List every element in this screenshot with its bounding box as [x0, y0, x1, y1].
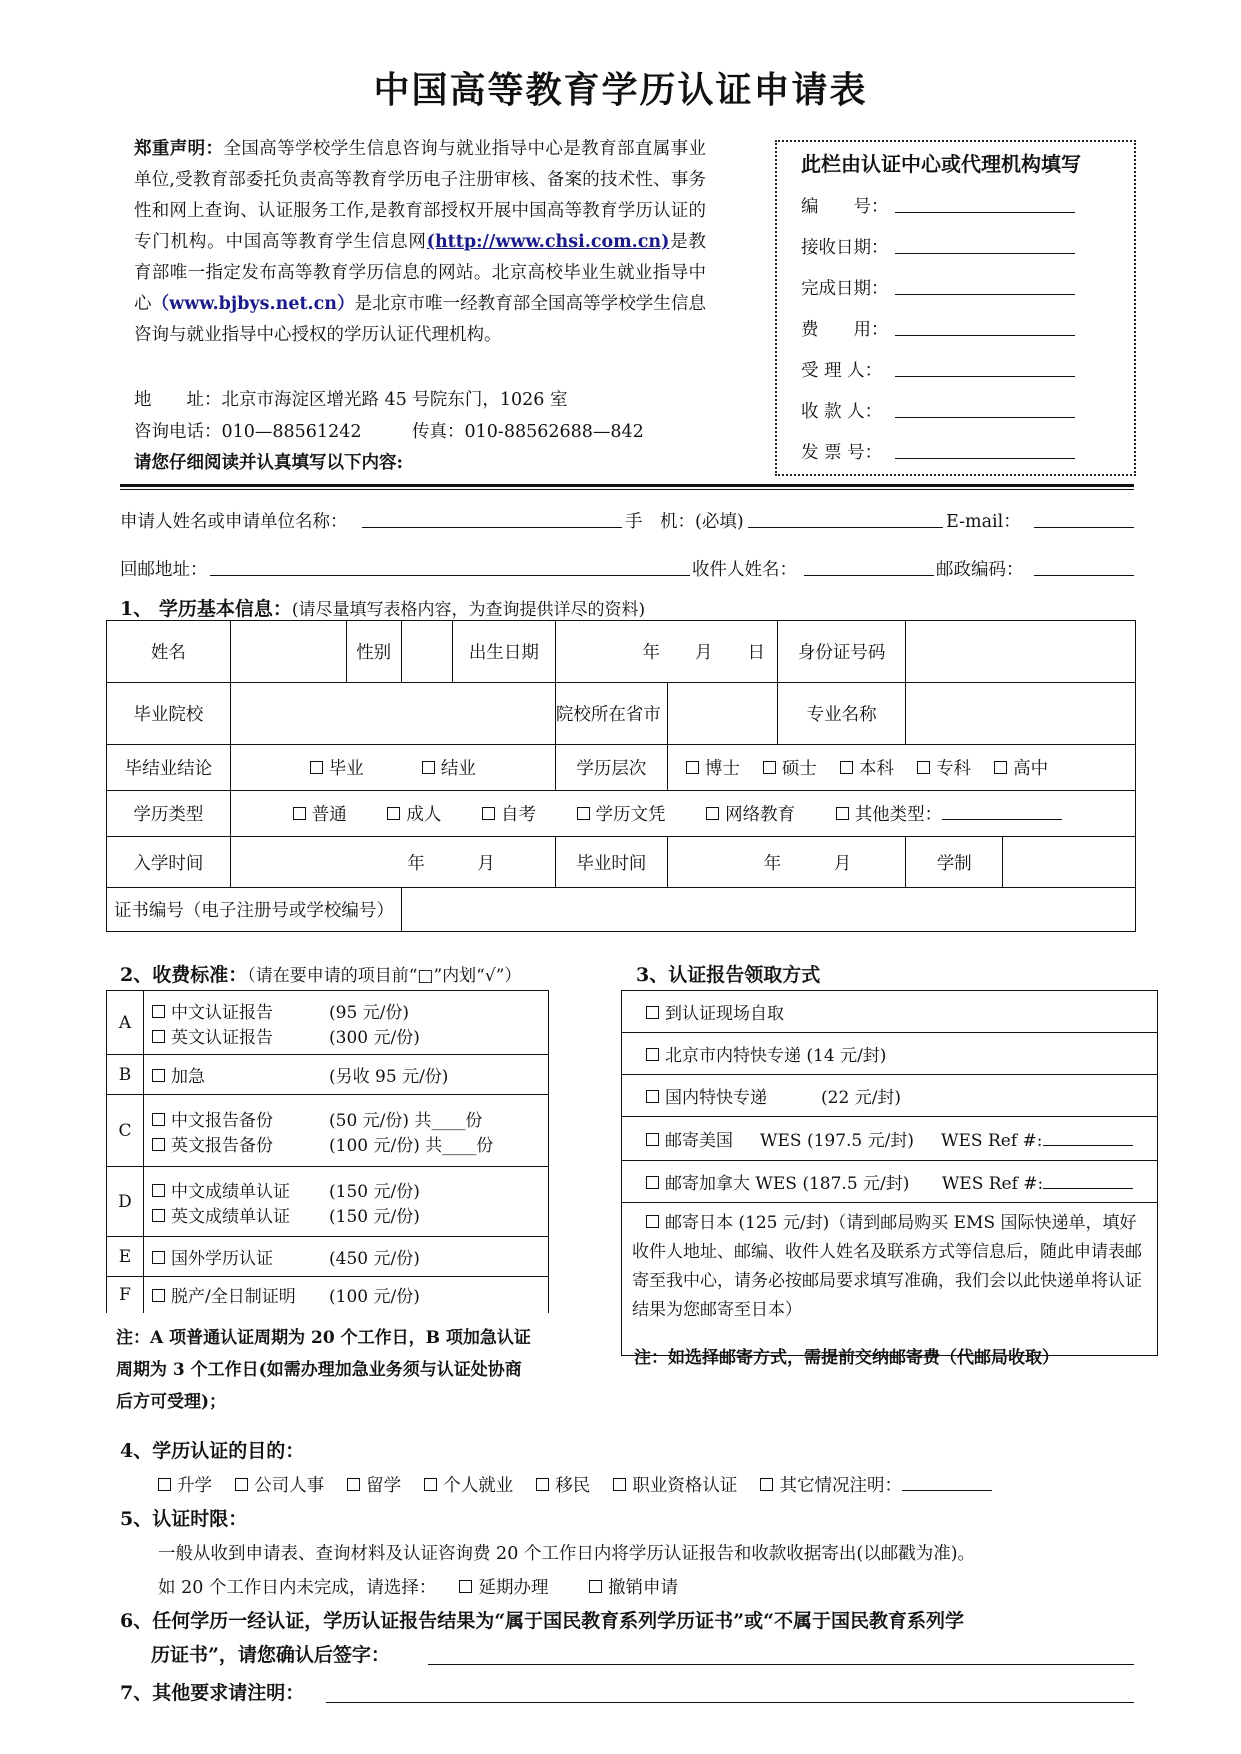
- fee-item[interactable]: 英文认证报告 (300 元/份): [152, 1023, 540, 1048]
- declaration-part3: 是北京市唯一经教育部全国高等学校学生信息咨询与就业指导中心授权的学历认证代理机构。: [134, 294, 707, 345]
- office-use-box: [775, 140, 1136, 476]
- checkbox-icon: [613, 1478, 626, 1491]
- bjbys-link[interactable]: （www.bjbys.net.cn）: [151, 294, 355, 314]
- office-field-line[interactable]: [895, 376, 1075, 377]
- office-box-title: 此栏由认证中心或代理机构填写: [801, 152, 1081, 176]
- other-option[interactable]: 其他类型：: [836, 805, 943, 825]
- online-option[interactable]: 网络教育: [706, 805, 795, 825]
- section-4-title: 4、学历认证的目的：: [120, 1440, 305, 1462]
- fee-item[interactable]: 加急 (另收 95 元/份): [152, 1062, 540, 1087]
- purpose-option[interactable]: 公司人事: [235, 1476, 324, 1496]
- applicant-field[interactable]: [362, 527, 622, 528]
- delivery-option[interactable]: 邮寄加拿大 WES (187.5 元/封) WES Ref #:: [622, 1161, 1158, 1203]
- delivery-option[interactable]: 邮寄美国 WES (197.5 元/封) WES Ref #:: [622, 1117, 1158, 1161]
- purpose-option[interactable]: 个人就业: [424, 1476, 513, 1496]
- fee-items: [144, 1055, 549, 1095]
- return-address-label: 回邮地址：: [120, 560, 208, 580]
- fee-table: [106, 990, 549, 1313]
- level-label: 学历层次: [555, 745, 667, 791]
- checkbox-icon: [152, 1138, 165, 1151]
- fee-key: B: [107, 1055, 144, 1095]
- return-address-field[interactable]: [210, 575, 690, 576]
- checkbox-icon: [459, 1580, 472, 1593]
- section-6-line2: 历证书”，请您确认后签字：: [151, 1644, 390, 1666]
- delivery-option[interactable]: 国内特快专递 (22 元/封): [622, 1075, 1158, 1117]
- checkbox-icon: [482, 807, 495, 820]
- fee-items: [144, 1095, 549, 1167]
- checkbox-icon: [235, 1478, 248, 1491]
- month-label: 月: [695, 643, 713, 663]
- divider-thin: [120, 489, 1134, 490]
- fee-item[interactable]: 中文成绩单认证 (150 元/份): [152, 1177, 540, 1202]
- recipient-field[interactable]: [804, 575, 934, 576]
- checkbox-icon: [152, 1251, 165, 1264]
- major-label: 专业名称: [778, 683, 906, 745]
- doctor-option[interactable]: 博士: [686, 759, 740, 779]
- checkbox-icon: [646, 1048, 659, 1061]
- time-limit-text: 一般从收到申请表、查询材料及认证咨询费 20 个工作日内将学历认证报告和收款收据寄出(以邮戳为准)。: [158, 1544, 976, 1564]
- postcode-field[interactable]: [1034, 575, 1134, 576]
- checkbox-icon: [840, 761, 853, 774]
- high-option[interactable]: 高中: [994, 759, 1048, 779]
- checkbox-icon: [536, 1478, 549, 1491]
- purpose-option[interactable]: 移民: [536, 1476, 590, 1496]
- section-2-heading: [120, 960, 521, 987]
- form-title: 中国高等教育学历认证申请表: [373, 69, 868, 111]
- section-1-heading: [120, 594, 645, 621]
- province-label: 院校所在省市: [555, 683, 667, 745]
- name-label: 姓名: [107, 621, 231, 683]
- checkbox-icon: [646, 1176, 659, 1189]
- divider-thick: [120, 484, 1134, 487]
- fee-key: E: [107, 1237, 144, 1277]
- cert-label: 证书编号（电子注册号或学校编号）: [107, 888, 402, 932]
- checkbox-icon: [706, 807, 719, 820]
- checkbox-icon: [152, 1289, 165, 1302]
- office-field-line[interactable]: [895, 212, 1075, 213]
- fee-items: [144, 991, 549, 1055]
- conclusion-options: [230, 745, 555, 791]
- office-fax: 传真：010-88562688—842: [412, 422, 644, 442]
- other-requirements-field[interactable]: [326, 1702, 1134, 1703]
- checkbox-icon: [994, 761, 1007, 774]
- school-label: 毕业院校: [107, 683, 231, 745]
- year-label: 年: [642, 643, 661, 663]
- office-field-line[interactable]: [895, 253, 1075, 254]
- regular-option[interactable]: 普通: [293, 805, 347, 825]
- fee-key: A: [107, 991, 144, 1055]
- declaration-part2: 是教育部唯一指定发布高等教育学历信息的网站。北京高校毕业生就业指导中心: [134, 232, 707, 314]
- grad-time-label: 毕业时间: [555, 837, 667, 888]
- province-cell[interactable]: [667, 683, 777, 745]
- grad-time-cell[interactable]: 年 月: [667, 837, 905, 888]
- conclusion-label: 毕结业结论: [107, 745, 231, 791]
- office-field-label: 接收日期：: [801, 238, 889, 258]
- day-label: 日: [747, 643, 766, 663]
- checkbox-icon: [917, 761, 930, 774]
- office-field-label: 编 号：: [801, 197, 889, 217]
- checkbox-icon: [152, 1113, 165, 1126]
- checkbox-icon: [152, 1069, 165, 1082]
- checkbox-icon: [347, 1478, 360, 1491]
- checkbox-icon: [422, 761, 435, 774]
- section-7-title: 7、其他要求请注明：: [120, 1682, 305, 1704]
- delivery-table: [621, 990, 1158, 1356]
- fee-key: C: [107, 1095, 144, 1167]
- fee-item[interactable]: 脱产/全日制证明 (100 元/份): [152, 1282, 540, 1307]
- declaration: [134, 134, 706, 351]
- section-5-title: 5、认证时限：: [120, 1508, 248, 1530]
- type-label: 学历类型: [107, 791, 231, 837]
- checkbox-icon: [152, 1184, 165, 1197]
- office-field-label: 发 票 号：: [801, 443, 883, 463]
- gender-label: 性别: [346, 621, 401, 683]
- birth-label: 出生日期: [452, 621, 555, 683]
- office-field-line[interactable]: [895, 335, 1075, 336]
- name-cell[interactable]: [230, 621, 346, 683]
- gender-cell[interactable]: [401, 621, 452, 683]
- education-info-table: [106, 620, 1136, 932]
- checkbox-icon: [152, 1005, 165, 1018]
- delivery-option[interactable]: 到认证现场自取: [622, 991, 1158, 1033]
- purpose-other-field[interactable]: [902, 1490, 992, 1491]
- checkbox-icon: [760, 1478, 773, 1491]
- section-1-note: (请尽量填写表格内容，为查询提供详尽的资料): [291, 600, 646, 620]
- section-2-note: （请在要申请的项目前“□”内划“√”）: [247, 966, 522, 986]
- checkbox-icon: [293, 807, 306, 820]
- fee-items: [144, 1277, 549, 1313]
- fee-item[interactable]: 中文报告备份 (50 元/份) 共____份: [152, 1106, 540, 1131]
- mobile-label: 手 机：(必填): [625, 512, 744, 532]
- enroll-label: 入学时间: [107, 837, 231, 888]
- school-cell[interactable]: [230, 683, 555, 745]
- signature-field[interactable]: [428, 1664, 1134, 1665]
- cert-cell[interactable]: [401, 888, 1135, 932]
- adult-option[interactable]: 成人: [387, 805, 441, 825]
- level-options: [667, 745, 1135, 791]
- major-cell[interactable]: [906, 683, 1136, 745]
- length-cell[interactable]: [1003, 837, 1135, 887]
- diploma-option[interactable]: 学历文凭: [577, 805, 666, 825]
- fee-note: 注：A 项普通认证周期为 20 个工作日，B 项加急认证周期为 3 个工作日(如需办理加急业务须与认证处协商后方可受理)；: [116, 1328, 531, 1412]
- fee-items: [144, 1167, 549, 1237]
- type-options: [230, 791, 1135, 837]
- college-option[interactable]: 专科: [917, 759, 971, 779]
- extend-option[interactable]: 延期办理: [459, 1578, 548, 1598]
- checkbox-icon: [686, 761, 699, 774]
- fee-item[interactable]: 国外学历认证 (450 元/份): [152, 1244, 540, 1269]
- postcode-label: 邮政编码：: [936, 560, 1024, 580]
- checkbox-icon: [310, 761, 323, 774]
- wes-ref-us-field[interactable]: [1043, 1145, 1133, 1146]
- delivery-option[interactable]: 邮寄日本 (125 元/封)（请到邮局购买 EMS 国际快递单，填好收件人地址、邮编、收件人姓名及联系方式等信息后，随此申请表邮寄至我中心，请务必按邮局要求填写准确，我们会以此快递单将认证结果为您邮寄至日本）: [622, 1203, 1158, 1356]
- length-text: 学制: [906, 837, 1003, 887]
- declaration-label: 郑重声明：: [134, 139, 224, 159]
- self-option[interactable]: 自考: [482, 805, 536, 825]
- recipient-label: 收件人姓名：: [692, 560, 797, 580]
- checkbox-icon: [589, 1580, 602, 1593]
- section-2-title: 2、收费标准：: [120, 964, 248, 986]
- office-field-label: 收 款 人：: [801, 402, 883, 422]
- checkbox-icon: [763, 761, 776, 774]
- email-label: E-mail：: [946, 512, 1021, 532]
- instruction: 请您仔细阅读并认真填写以下内容:: [134, 453, 403, 473]
- declaration-part1: 全国高等学校学生信息咨询与就业指导中心是教育部直属事业单位,受教育部委托负责高等教育学历电子注册审核、备案的技术性、事务性和网上查询、认证服务工作,是教育部授权开展中国高等教育学历认证的专门机构。中国高等教育学生信息网: [134, 139, 706, 252]
- checkbox-icon: [646, 1090, 659, 1103]
- fee-key: D: [107, 1167, 144, 1237]
- fee-items: [144, 1237, 549, 1277]
- complete-option[interactable]: 结业: [422, 759, 476, 779]
- checkbox-icon: [424, 1478, 437, 1491]
- checkbox-icon: [152, 1209, 165, 1222]
- cancel-option[interactable]: 撤销申请: [589, 1578, 678, 1598]
- time-limit-choice: [158, 1574, 678, 1599]
- office-field-line[interactable]: [895, 417, 1075, 418]
- mobile-field[interactable]: [748, 527, 943, 528]
- office-phone: 咨询电话：010—88561242: [134, 422, 362, 442]
- checkbox-icon: [387, 807, 400, 820]
- delivery-note: 注：如选择邮寄方式，需提前交纳邮寄费（代邮局收取）: [634, 1348, 1059, 1368]
- time-limit-prompt: 如 20 个工作日内未完成，请选择：: [158, 1578, 437, 1598]
- checkbox-icon: [152, 1030, 165, 1043]
- purpose-option[interactable]: 职业资格认证: [613, 1476, 737, 1496]
- fee-item[interactable]: 英文成绩单认证 (150 元/份): [152, 1202, 540, 1227]
- checkbox-icon: [646, 1006, 659, 1019]
- birth-cell[interactable]: [555, 621, 777, 683]
- office-field-line[interactable]: [895, 458, 1075, 459]
- other-type-field[interactable]: [942, 819, 1062, 820]
- id-cell[interactable]: [906, 621, 1136, 683]
- checkbox-icon: [646, 1215, 659, 1228]
- section-3-heading: 3、认证报告领取方式: [636, 964, 821, 986]
- delivery-option[interactable]: 北京市内特快专递 (14 元/封): [622, 1033, 1158, 1075]
- master-option[interactable]: 硕士: [763, 759, 817, 779]
- section-6-line1: 6、任何学历一经认证，学历认证报告结果为“属于国民教育系列学历证书”或“不属于国民教育系列学: [120, 1610, 965, 1632]
- fee-item[interactable]: 中文认证报告 (95 元/份): [152, 998, 540, 1023]
- graduate-option[interactable]: 毕业: [310, 759, 364, 779]
- id-label: 身份证号码: [778, 621, 906, 683]
- checkbox-icon: [646, 1133, 659, 1146]
- checkbox-icon: [158, 1478, 171, 1491]
- office-field-label: 费 用：: [801, 320, 889, 340]
- enroll-cell[interactable]: 年 月: [230, 837, 555, 888]
- length-label: [906, 837, 1136, 888]
- office-field-line[interactable]: [895, 294, 1075, 295]
- email-field[interactable]: [1034, 527, 1134, 528]
- purpose-option[interactable]: 其它情况注明：: [760, 1476, 902, 1496]
- section-1-title: 1、 学历基本信息：: [120, 598, 292, 620]
- purpose-option[interactable]: 留学: [347, 1476, 401, 1496]
- bachelor-option[interactable]: 本科: [840, 759, 894, 779]
- office-address: 地 址：北京市海淀区增光路 45 号院东门，1026 室: [134, 390, 568, 410]
- applicant-label: 申请人姓名或申请单位名称：: [120, 512, 348, 532]
- office-field-label: 受 理 人：: [801, 361, 883, 381]
- office-field-label: 完成日期：: [801, 279, 889, 299]
- checkbox-icon: [836, 807, 849, 820]
- fee-key: F: [107, 1277, 144, 1313]
- purpose-options: [158, 1472, 992, 1497]
- wes-ref-ca-field[interactable]: [1043, 1188, 1133, 1189]
- checkbox-icon: [577, 807, 590, 820]
- fee-item[interactable]: 英文报告备份 (100 元/份) 共____份: [152, 1131, 540, 1156]
- chsi-link[interactable]: (http://www.chsi.com.cn): [426, 232, 670, 252]
- purpose-option[interactable]: 升学: [158, 1476, 212, 1496]
